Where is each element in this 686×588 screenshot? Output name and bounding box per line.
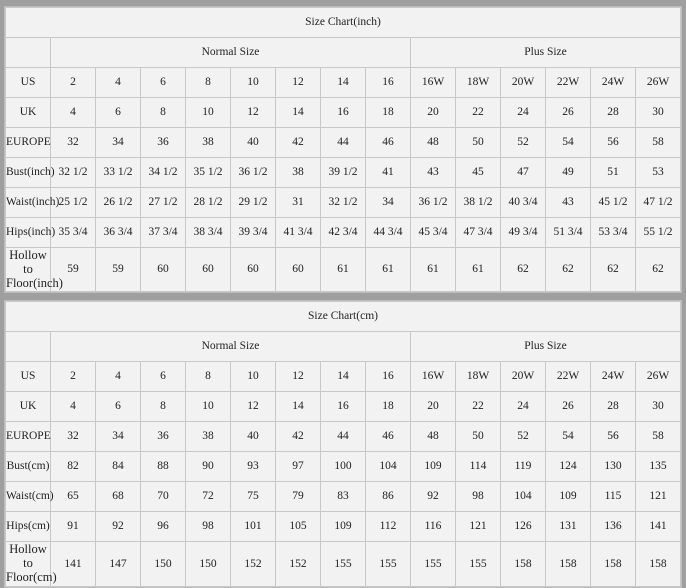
table-cell: 42 xyxy=(276,422,321,452)
table-cell: 109 xyxy=(321,512,366,542)
group-header-row xyxy=(6,38,681,68)
table-cell: 65 xyxy=(51,482,96,512)
table-row xyxy=(6,362,681,392)
table-cell: 101 xyxy=(231,512,276,542)
table-cell: 49 xyxy=(546,158,591,188)
table-row xyxy=(6,542,681,586)
table-cell: 56 xyxy=(591,128,636,158)
table-row xyxy=(6,158,681,188)
table-cell: 22W xyxy=(546,362,591,392)
table-cell: 46 xyxy=(366,128,411,158)
table-cell: 22 xyxy=(456,98,501,128)
table-cell: 90 xyxy=(186,452,231,482)
table-cell: 42 3/4 xyxy=(321,218,366,248)
table-cell: 79 xyxy=(276,482,321,512)
table-cell: 115 xyxy=(591,482,636,512)
row-label: Hips(cm) xyxy=(6,512,51,542)
table-cell: 61 xyxy=(321,248,366,292)
table-cell: 8 xyxy=(186,362,231,392)
table-cell: 32 1/2 xyxy=(321,188,366,218)
table-cell: 60 xyxy=(186,248,231,292)
table-cell: 155 xyxy=(366,542,411,586)
table-cell: 62 xyxy=(591,248,636,292)
table-cell: 48 xyxy=(411,422,456,452)
table-cell: 56 xyxy=(591,422,636,452)
table-cell: 158 xyxy=(591,542,636,586)
table-cell: 45 1/2 xyxy=(591,188,636,218)
chart-title: Size Chart(inch) xyxy=(6,8,681,38)
table-cell: 50 xyxy=(456,422,501,452)
table-cell: 96 xyxy=(141,512,186,542)
table-cell: 6 xyxy=(96,392,141,422)
corner-cell xyxy=(6,332,51,362)
table-cell: 40 xyxy=(231,422,276,452)
table-cell: 16 xyxy=(321,392,366,422)
table-cell: 29 1/2 xyxy=(231,188,276,218)
table-cell: 47 xyxy=(501,158,546,188)
table-cell: 20W xyxy=(501,362,546,392)
table-cell: 34 xyxy=(366,188,411,218)
table-cell: 54 xyxy=(546,128,591,158)
table-cell: 10 xyxy=(186,392,231,422)
table-cell: 10 xyxy=(231,68,276,98)
table-cell: 58 xyxy=(636,422,681,452)
row-label: Hollow to Floor(inch) xyxy=(6,248,51,292)
table-cell: 53 xyxy=(636,158,681,188)
table-cell: 45 xyxy=(456,158,501,188)
table-cell: 59 xyxy=(96,248,141,292)
size-chart-inch xyxy=(4,6,682,293)
table-cell: 158 xyxy=(501,542,546,586)
table-cell: 16 xyxy=(366,68,411,98)
table-cell: 43 xyxy=(411,158,456,188)
table-cell: 44 xyxy=(321,128,366,158)
table-cell: 61 xyxy=(411,248,456,292)
table-cell: 92 xyxy=(96,512,141,542)
table-row xyxy=(6,392,681,422)
table-cell: 62 xyxy=(501,248,546,292)
table-cell: 43 xyxy=(546,188,591,218)
table-cell: 10 xyxy=(231,362,276,392)
table-cell: 18W xyxy=(456,68,501,98)
table-row xyxy=(6,512,681,542)
table-cell: 4 xyxy=(51,392,96,422)
chart-title-row xyxy=(6,8,681,38)
table-cell: 34 1/2 xyxy=(141,158,186,188)
table-cell: 121 xyxy=(456,512,501,542)
row-label: Bust(cm) xyxy=(6,452,51,482)
table-cell: 131 xyxy=(546,512,591,542)
table-cell: 26W xyxy=(636,362,681,392)
table-cell: 28 xyxy=(591,392,636,422)
table-cell: 83 xyxy=(321,482,366,512)
table-cell: 152 xyxy=(276,542,321,586)
table-cell: 61 xyxy=(366,248,411,292)
table-cell: 36 3/4 xyxy=(96,218,141,248)
table-row xyxy=(6,248,681,292)
table-cell: 2 xyxy=(51,68,96,98)
table-cell: 48 xyxy=(411,128,456,158)
table-cell: 30 xyxy=(636,98,681,128)
size-chart-inch-body xyxy=(6,8,681,292)
table-cell: 32 xyxy=(51,128,96,158)
table-cell: 6 xyxy=(96,98,141,128)
table-cell: 39 1/2 xyxy=(321,158,366,188)
table-cell: 155 xyxy=(411,542,456,586)
row-label: UK xyxy=(6,392,51,422)
table-cell: 41 xyxy=(366,158,411,188)
table-cell: 24 xyxy=(501,392,546,422)
table-cell: 12 xyxy=(276,362,321,392)
row-label: Hips(inch) xyxy=(6,218,51,248)
table-cell: 40 xyxy=(231,128,276,158)
size-chart-cm-body xyxy=(6,302,681,586)
size-chart-cm-table xyxy=(5,301,681,586)
table-cell: 38 xyxy=(186,128,231,158)
table-cell: 18 xyxy=(366,392,411,422)
chart-title: Size Chart(cm) xyxy=(6,302,681,332)
table-cell: 147 xyxy=(96,542,141,586)
table-cell: 105 xyxy=(276,512,321,542)
chart-title-row xyxy=(6,302,681,332)
table-cell: 18 xyxy=(366,98,411,128)
table-cell: 49 3/4 xyxy=(501,218,546,248)
table-cell: 119 xyxy=(501,452,546,482)
table-cell: 109 xyxy=(546,482,591,512)
table-cell: 62 xyxy=(546,248,591,292)
table-cell: 158 xyxy=(636,542,681,586)
table-cell: 60 xyxy=(276,248,321,292)
table-cell: 22W xyxy=(546,68,591,98)
table-cell: 75 xyxy=(231,482,276,512)
row-label: EUROPE xyxy=(6,128,51,158)
table-cell: 8 xyxy=(141,98,186,128)
table-cell: 152 xyxy=(231,542,276,586)
table-cell: 93 xyxy=(231,452,276,482)
table-cell: 10 xyxy=(186,98,231,128)
table-cell: 14 xyxy=(276,392,321,422)
table-cell: 36 1/2 xyxy=(231,158,276,188)
table-cell: 14 xyxy=(321,362,366,392)
table-cell: 70 xyxy=(141,482,186,512)
table-cell: 104 xyxy=(366,452,411,482)
row-label: US xyxy=(6,362,51,392)
table-cell: 44 3/4 xyxy=(366,218,411,248)
table-cell: 53 3/4 xyxy=(591,218,636,248)
table-cell: 60 xyxy=(231,248,276,292)
row-label: US xyxy=(6,68,51,98)
table-cell: 150 xyxy=(141,542,186,586)
table-cell: 109 xyxy=(411,452,456,482)
table-cell: 45 3/4 xyxy=(411,218,456,248)
group-header-plus: Plus Size xyxy=(411,332,681,362)
table-cell: 37 3/4 xyxy=(141,218,186,248)
table-cell: 35 1/2 xyxy=(186,158,231,188)
table-cell: 47 3/4 xyxy=(456,218,501,248)
row-label: Waist(cm) xyxy=(6,482,51,512)
row-label: Hollow to Floor(cm) xyxy=(6,542,51,586)
table-cell: 121 xyxy=(636,482,681,512)
table-cell: 40 3/4 xyxy=(501,188,546,218)
table-cell: 4 xyxy=(51,98,96,128)
table-cell: 97 xyxy=(276,452,321,482)
table-cell: 155 xyxy=(456,542,501,586)
table-cell: 141 xyxy=(636,512,681,542)
table-row xyxy=(6,218,681,248)
table-cell: 8 xyxy=(141,392,186,422)
table-cell: 112 xyxy=(366,512,411,542)
table-cell: 114 xyxy=(456,452,501,482)
table-cell: 104 xyxy=(501,482,546,512)
table-cell: 54 xyxy=(546,422,591,452)
table-cell: 84 xyxy=(96,452,141,482)
table-cell: 6 xyxy=(141,362,186,392)
table-cell: 6 xyxy=(141,68,186,98)
table-cell: 91 xyxy=(51,512,96,542)
table-cell: 86 xyxy=(366,482,411,512)
table-cell: 14 xyxy=(276,98,321,128)
table-cell: 38 xyxy=(276,158,321,188)
group-header-normal: Normal Size xyxy=(51,332,411,362)
table-cell: 82 xyxy=(51,452,96,482)
table-row xyxy=(6,452,681,482)
table-cell: 51 3/4 xyxy=(546,218,591,248)
table-cell: 68 xyxy=(96,482,141,512)
table-cell: 32 xyxy=(51,422,96,452)
table-cell: 24W xyxy=(591,68,636,98)
table-cell: 60 xyxy=(141,248,186,292)
table-cell: 16W xyxy=(411,68,456,98)
table-cell: 155 xyxy=(321,542,366,586)
row-label: Bust(inch) xyxy=(6,158,51,188)
row-label: EUROPE xyxy=(6,422,51,452)
row-label: UK xyxy=(6,98,51,128)
table-cell: 47 1/2 xyxy=(636,188,681,218)
table-row xyxy=(6,98,681,128)
table-cell: 22 xyxy=(456,392,501,422)
table-cell: 31 xyxy=(276,188,321,218)
table-cell: 72 xyxy=(186,482,231,512)
table-row xyxy=(6,188,681,218)
table-cell: 36 1/2 xyxy=(411,188,456,218)
table-cell: 39 3/4 xyxy=(231,218,276,248)
table-row xyxy=(6,68,681,98)
table-cell: 24W xyxy=(591,362,636,392)
table-cell: 33 1/2 xyxy=(96,158,141,188)
table-cell: 4 xyxy=(96,362,141,392)
table-cell: 98 xyxy=(456,482,501,512)
table-cell: 32 1/2 xyxy=(51,158,96,188)
table-cell: 150 xyxy=(186,542,231,586)
table-cell: 26W xyxy=(636,68,681,98)
table-cell: 28 1/2 xyxy=(186,188,231,218)
table-cell: 59 xyxy=(51,248,96,292)
table-cell: 27 1/2 xyxy=(141,188,186,218)
group-header-row xyxy=(6,332,681,362)
table-cell: 124 xyxy=(546,452,591,482)
table-cell: 116 xyxy=(411,512,456,542)
table-cell: 41 3/4 xyxy=(276,218,321,248)
table-row xyxy=(6,128,681,158)
table-cell: 136 xyxy=(591,512,636,542)
table-cell: 18W xyxy=(456,362,501,392)
table-cell: 100 xyxy=(321,452,366,482)
table-cell: 158 xyxy=(546,542,591,586)
group-header-plus: Plus Size xyxy=(411,38,681,68)
table-row xyxy=(6,482,681,512)
table-cell: 14 xyxy=(321,68,366,98)
table-cell: 24 xyxy=(501,98,546,128)
table-cell: 4 xyxy=(96,68,141,98)
table-cell: 126 xyxy=(501,512,546,542)
table-cell: 26 xyxy=(546,98,591,128)
table-cell: 52 xyxy=(501,128,546,158)
table-cell: 44 xyxy=(321,422,366,452)
table-cell: 34 xyxy=(96,422,141,452)
table-cell: 50 xyxy=(456,128,501,158)
row-label: Waist(inch) xyxy=(6,188,51,218)
table-cell: 92 xyxy=(411,482,456,512)
table-cell: 62 xyxy=(636,248,681,292)
table-cell: 20W xyxy=(501,68,546,98)
size-chart-cm xyxy=(4,300,682,587)
table-cell: 51 xyxy=(591,158,636,188)
table-cell: 98 xyxy=(186,512,231,542)
table-cell: 20 xyxy=(411,392,456,422)
corner-cell xyxy=(6,38,51,68)
table-cell: 30 xyxy=(636,392,681,422)
table-cell: 58 xyxy=(636,128,681,158)
table-cell: 38 xyxy=(186,422,231,452)
table-cell: 55 1/2 xyxy=(636,218,681,248)
size-chart-inch-table xyxy=(5,7,681,292)
table-cell: 34 xyxy=(96,128,141,158)
table-cell: 38 3/4 xyxy=(186,218,231,248)
table-cell: 38 1/2 xyxy=(456,188,501,218)
group-header-normal: Normal Size xyxy=(51,38,411,68)
table-row xyxy=(6,422,681,452)
table-cell: 61 xyxy=(456,248,501,292)
table-cell: 141 xyxy=(51,542,96,586)
table-cell: 16 xyxy=(366,362,411,392)
table-cell: 12 xyxy=(231,392,276,422)
table-cell: 135 xyxy=(636,452,681,482)
table-cell: 28 xyxy=(591,98,636,128)
table-cell: 36 xyxy=(141,128,186,158)
table-cell: 52 xyxy=(501,422,546,452)
table-cell: 88 xyxy=(141,452,186,482)
table-cell: 12 xyxy=(276,68,321,98)
table-cell: 42 xyxy=(276,128,321,158)
table-cell: 16 xyxy=(321,98,366,128)
table-cell: 2 xyxy=(51,362,96,392)
table-cell: 36 xyxy=(141,422,186,452)
table-cell: 26 1/2 xyxy=(96,188,141,218)
table-cell: 25 1/2 xyxy=(51,188,96,218)
table-cell: 12 xyxy=(231,98,276,128)
table-cell: 35 3/4 xyxy=(51,218,96,248)
table-cell: 46 xyxy=(366,422,411,452)
table-cell: 16W xyxy=(411,362,456,392)
table-cell: 130 xyxy=(591,452,636,482)
table-cell: 26 xyxy=(546,392,591,422)
table-cell: 8 xyxy=(186,68,231,98)
table-cell: 20 xyxy=(411,98,456,128)
